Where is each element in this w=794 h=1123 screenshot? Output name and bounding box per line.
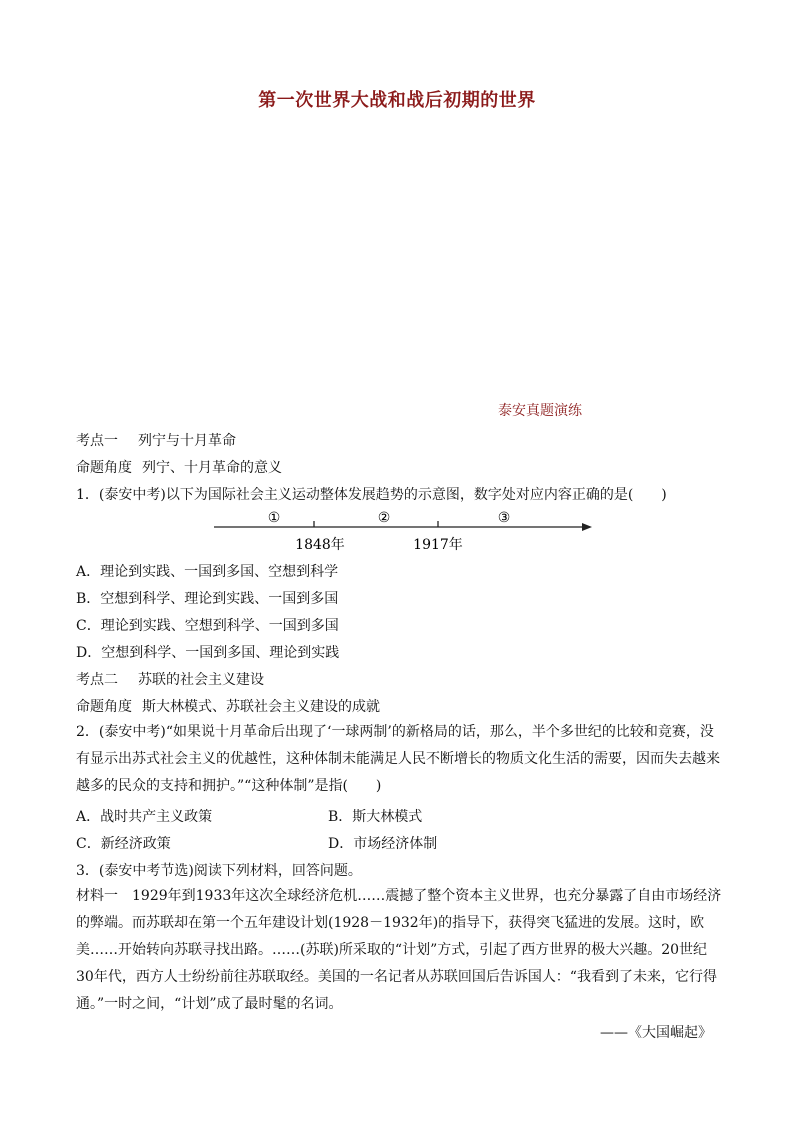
question-1-option-b: B．空想到科学、理论到实践、一国到多国 [76, 591, 339, 607]
question-2-option-b: B．斯大林模式 [328, 809, 423, 825]
jiaodu-1-text: 列宁、十月革命的意义 [142, 460, 282, 476]
material-source: ——《大国崛起》 [600, 1025, 712, 1041]
question-3-stem: 3．(泰安中考节选)阅读下列材料，回答问题。 [76, 863, 362, 879]
question-1-stem: 1．(泰安中考)以下为国际社会主义运动整体发展趋势的示意图，数字处对应内容正确的是( ) [76, 487, 667, 503]
timeline-mark-3: ③ [497, 510, 511, 526]
question-2-option-c: C．新经济政策 [76, 836, 171, 852]
question-1-option-d: D．空想到科学、一国到多国、理论到实践 [76, 645, 340, 661]
timeline-mark-2: ② [377, 510, 391, 526]
kaodian-1-label: 考点一 [76, 433, 118, 449]
question-1-option-c: C．理论到实践、空想到科学、一国到多国 [76, 618, 339, 634]
timeline-year-1917: 1917年 [413, 537, 463, 553]
section-heading: 泰安真题演练 [498, 403, 582, 419]
jiaodu-1-label: 命题角度 [76, 460, 132, 476]
timeline-arrow [582, 523, 592, 531]
question-1-option-a: A．理论到实践、一国到多国、空想到科学 [76, 564, 339, 580]
kaodian-1 [76, 430, 236, 450]
question-3-material: 材料一 1929年到1933年这次全球经济危机……震撼了整个资本主义世界，也充分暴露了自由市场经济的弊端。而苏联却在第一个五年建设计划(1928－1932年)的指导下，获得突飞猛进的发展。这时，欧美……开始转向苏联寻找出路。……(苏联)所采取的“计划”方式，引起了西方世界的极大兴趣。20世纪30年代，西方人士纷纷前往苏联取经。美国的一名记者从苏联回国后告诉国人：“我看到了未来，它行得通。”一时之间，“计划”成了最时髦的名词。 [76, 888, 722, 1012]
mingti-jiaodu-1 [76, 457, 282, 477]
kaodian-2 [76, 669, 264, 689]
question-2-stem: 2．(泰安中考)“如果说十月革命后出现了‘一球两制’的新格局的话，那么，半个多世纪的比较和竞赛，没有显示出苏式社会主义的优越性，这种体制未能满足人民不断增长的物质文化生活的需要，因而失去越来越多的民众的支持和拥护。”“这种体制”是指( ) [76, 724, 720, 794]
kaodian-2-label: 考点二 [76, 672, 118, 688]
jiaodu-2-text: 斯大林模式、苏联社会主义建设的成就 [142, 699, 380, 715]
mingti-jiaodu-2 [76, 696, 380, 716]
question-2-option-d: D．市场经济体制 [328, 836, 438, 852]
kaodian-1-text: 列宁与十月革命 [138, 433, 236, 449]
jiaodu-2-label: 命题角度 [76, 699, 132, 715]
timeline-diagram [210, 507, 596, 555]
kaodian-2-text: 苏联的社会主义建设 [138, 672, 264, 688]
timeline-year-1848: 1848年 [295, 537, 345, 553]
timeline-mark-1: ① [267, 510, 281, 526]
page-title: 第一次世界大战和战后初期的世界 [258, 90, 536, 111]
question-2-option-a: A．战时共产主义政策 [76, 809, 213, 825]
